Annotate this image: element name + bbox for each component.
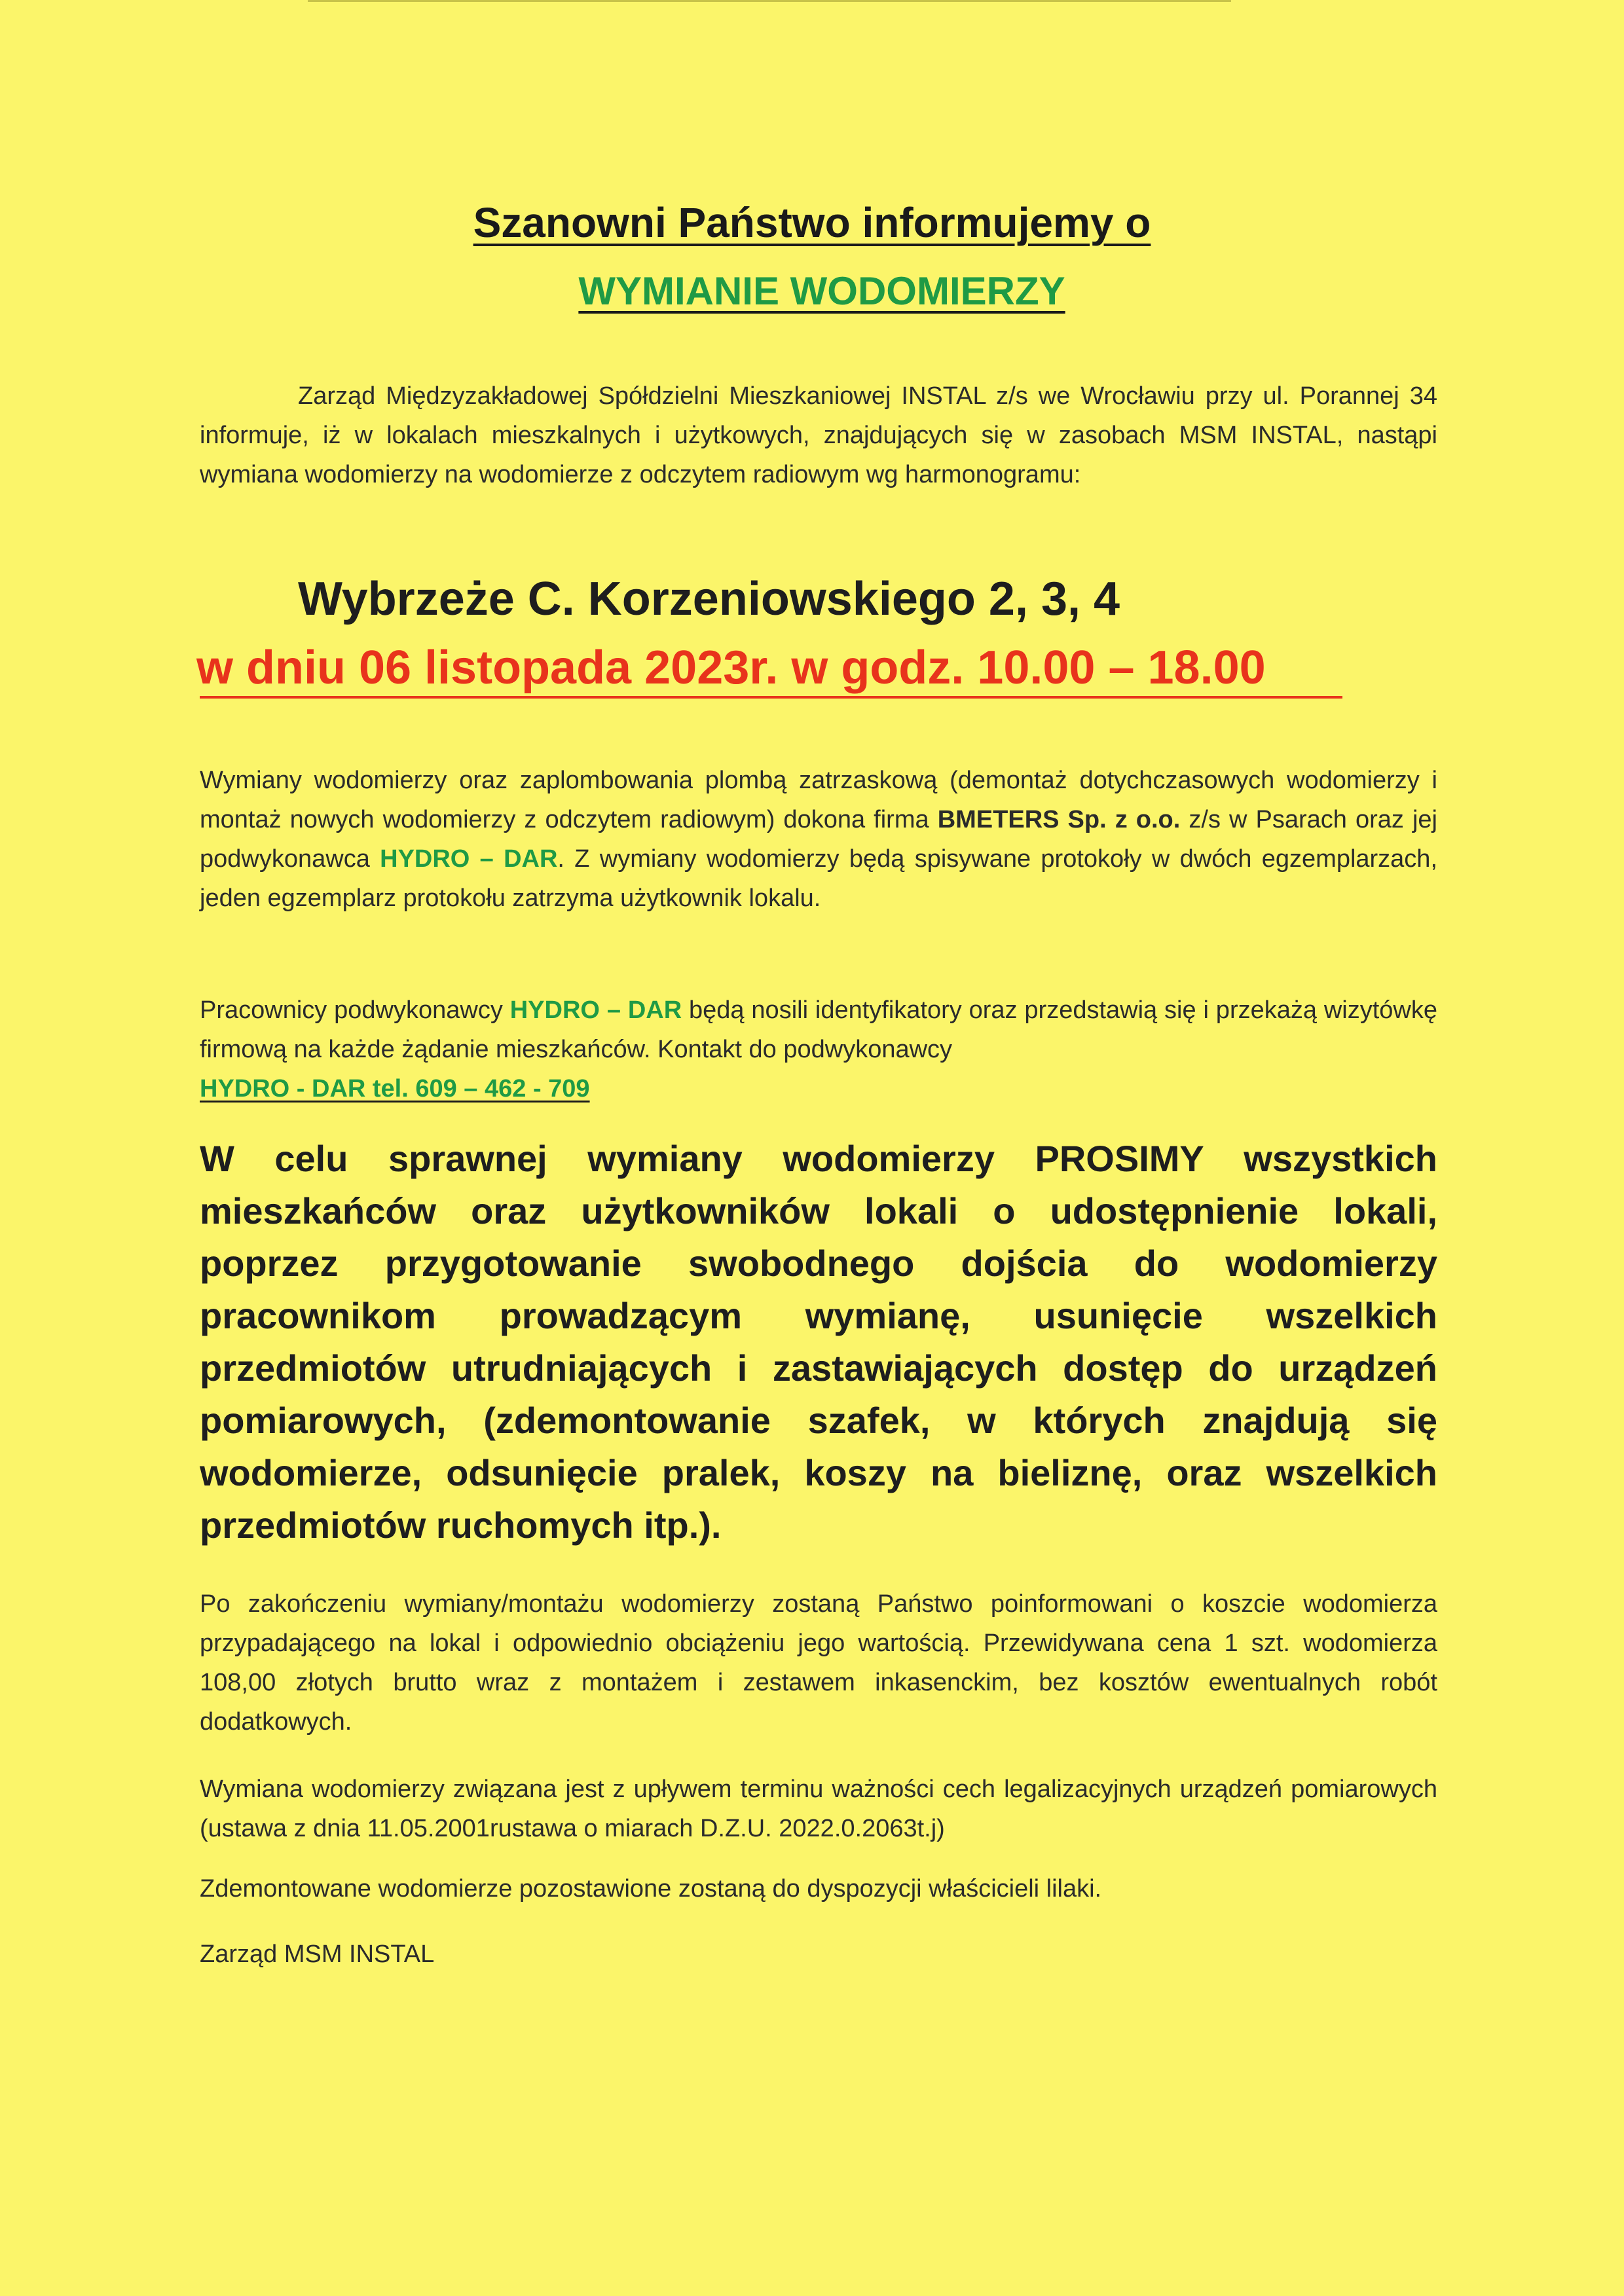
schedule-date-underline	[200, 696, 1342, 699]
workers-subcontractor-name: HYDRO – DAR	[509, 996, 682, 1024]
contractor-text-3: . Z wymiany wodomierzy będą spisywane protokoły w dwóch egzemplarzach, jeden egzemplarz protokołu zatrzyma użytkownik lokalu.	[200, 845, 1438, 912]
signature: Zarząd MSM INSTAL	[200, 1941, 435, 1968]
disposal-paragraph: Zdemontowane wodomierze pozostawione zostaną do dyspozycji właścicieli lilaki.	[200, 1875, 1102, 1903]
contractor-text-2: z/s w Psarach oraz jej podwykonawca	[200, 806, 1437, 873]
company-name: BMETERS Sp. z o.o.	[937, 806, 1181, 833]
cost-paragraph: Po zakończeniu wymiany/montażu wodomierzy zostaną Państwo poinformowani o koszcie wodomierza przypadającego na lokal i odpowiednio obciążeniu jego wartością. Przewidywana cena 1 szt. wodomierza 108,00 złotych brutto wraz z montażem i zestawem inkasenckim, bez kosztów ewentualnych robót dodatkowych.	[200, 1590, 1437, 1736]
notice-subtitle	[0, 265, 1624, 318]
intro-paragraph	[200, 376, 1437, 494]
contractor-text-1: Wymiany wodomierzy oraz zaplombowania plombą zatrzaskową (demontaż dotychczasowych wodomierzy i montaż nowych wodomierzy z odczytem radiowym) dokona firma	[200, 767, 1437, 833]
access-request: W celu sprawnej wymiany wodomierzy PROSIMY wszystkich mieszkańców oraz użytkowników lokali o udostępnienie lokali, poprzez przygotowanie swobodnego dojścia do wodomierzy pracownikom prowadzącym wymianę, usunięcie wszelkich przedmiotów utrudniających i zastawiających dostęp do urządzeń pomiarowych, (zdemontowanie szafek, w których znajdują się wodomierze, odsunięcie pralek, koszy na bieliznę, oraz wszelkich przedmiotów ruchomych itp.).	[200, 1138, 1437, 1546]
intro-text: Zarząd Międzyzakładowej Spółdzielni Mieszkaniowej INSTAL z/s we Wrocławiu przy ul. Porannej 34 informuje, iż w lokalach mieszkalnych i użytkowych, znajdujących się w zasobach MSM INSTAL, nastąpi wymiana wodomierzy na wodomierze z odczytem radiowym wg harmonogramu:	[200, 382, 1437, 488]
notice-subtitle-text: WYMIANIE WODOMIERZY	[578, 269, 1065, 313]
top-divider	[308, 0, 1231, 2]
notice-title-text: Szanowni Państwo informujemy o	[473, 199, 1151, 246]
workers-paragraph	[200, 991, 1437, 1108]
notice-title	[0, 196, 1624, 249]
legal-paragraph: Wymiana wodomierzy związana jest z upływem terminu ważności cech legalizacyjnych urządzeń pomiarowych (ustawa z dnia 11.05.2001rustawa o miarach D.Z.U. 2022.0.2063t.j)	[200, 1776, 1437, 1842]
contact-phone: HYDRO - DAR tel. 609 – 462 - 709	[200, 1075, 590, 1102]
contractor-paragraph	[200, 761, 1437, 918]
subcontractor-name: HYDRO – DAR	[380, 845, 558, 873]
workers-text-2: będą nosili identyfikatory oraz przedstawią się i przekażą wizytówkę firmową na każde żądanie mieszkańców. Kontakt do podwykonawcy	[200, 996, 1438, 1063]
schedule-date: w dniu 06 listopada 2023r. w godz. 10.00 – 18.00	[196, 642, 1266, 694]
schedule-address: Wybrzeże C. Korzeniowskiego 2, 3, 4	[298, 573, 1120, 625]
workers-text-1: Pracownicy podwykonawcy	[200, 996, 510, 1024]
